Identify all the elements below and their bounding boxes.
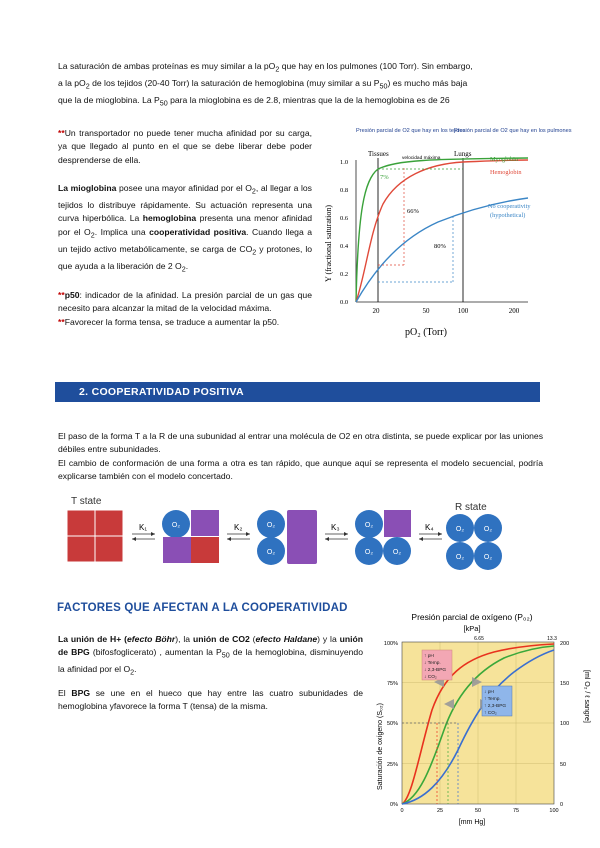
k1-equilibrium [132,523,155,541]
svg-text:O₂: O₂ [171,522,181,529]
chart1-xtick: 20 [372,307,380,315]
chart2-pct-tick: 75% [386,681,398,687]
t-subunit [163,537,191,563]
svg-text:O₂: O₂ [364,549,374,556]
p50-paragraph: **p50: indicador de la afinidad. La presión parcial de un gas que necesito para alcanzar la mitad de la velocidad máxima. **Favorecer la forma tensa, se traduce a aumentar la p50. [58,290,312,327]
chart1-legend-nocoop-2: (hypothetical) [490,212,526,219]
chart1-label-tissues-o2: Presión parcial de O2 que hay en los tejidos [356,128,466,134]
chart1-legend-nocoop: No cooperativity [488,203,531,210]
svg-text:↑ Temp.: ↑ Temp. [484,697,501,702]
t-subunit [287,510,317,564]
chart1-ylabel: Y (fractional saturation) [324,204,333,282]
chart2-pct-tick: 100% [383,641,398,647]
chart2-ylabel: Saturación de oxígeno (S₀₂) [377,703,384,790]
chart2-xlabel: [mm Hg] [458,819,486,826]
mioglobina-paragraph: La mioglobina posee una mayor afinidad por el $O_2$, al llegar a los tejidos lo distribuye rápidamente. Su actuación representa una curva hiperbólica. La hemoglobina presenta una menor afinidad por el $O_2$. Implica una cooperatividad positiva. Cuando llega a un tejido activo metabólicamente, se carga de $CO_2$ y protones, lo que ayuda a la liberación de 2 $O_2$. [58,183,313,274]
chart2-pct-ticks [384,641,398,808]
chart2-kpa-tick: 6.65 [474,636,484,642]
intro-line-1: La saturación de ambas proteínas es muy similar a la $pO_2$ que hay en los pulmones (100 Torr). Sin embargo, [58,61,473,74]
chart1-label-lungs: Lungs [454,150,472,158]
chart1-label-lungs-o2: Presión parcial de O2 que hay en los pulmones [454,128,572,134]
svg-text:O₂: O₂ [266,549,276,556]
intro-paragraph [58,60,543,111]
chart2-x-tick: 100 [549,808,559,814]
chart2-title: Presión parcial de oxígeno (P₀₂) [411,612,533,622]
t-state-tetramer [67,510,123,562]
t-subunit [191,537,219,563]
chart2-right-tick: 0 [560,802,564,808]
chart1-legend-myoglobin: Myoglobin [490,156,518,163]
chart1-xtick: 100 [457,307,469,315]
t-subunit [95,536,123,562]
k2-label: K₂ [234,523,243,532]
chart2-right-label: [ml O₂ / ℓ sangre] [583,670,590,723]
factores-title: FACTORES QUE AFECTAN A LA COOPERATIVIDAD [57,602,348,614]
svg-text:↑ pH: ↑ pH [424,654,434,659]
k1-label: K₁ [139,523,148,532]
chart2-right-tick: 100 [560,721,570,727]
chart2-kpa: [kPa] [463,624,481,633]
chart2-pct-tick: 50% [386,721,398,727]
chart2-x-tick: 50 [474,808,482,814]
svg-text:O₂: O₂ [392,549,402,556]
chart2-pct-tick: 25% [386,762,398,768]
chart1-ytick: 0.0 [340,299,349,306]
r-state-label: R state [455,502,487,513]
chart1-ytick: 0.8 [340,187,349,194]
stage-1-tetramer [162,510,219,563]
chart2-right-tick: 200 [560,641,570,647]
chart2-pct-tick: 0% [390,802,398,808]
t-state-label: T state [71,496,102,507]
t-subunit [95,510,123,536]
chart1-label-7pct: 7% [380,174,389,181]
chart1-xtick: 200 [508,307,520,315]
chart1-label-80pct: 80% [434,243,446,250]
svg-text:O₂: O₂ [483,554,493,561]
svg-text:↓ pH: ↓ pH [484,690,494,695]
chart1-y-ticks [340,159,349,306]
k4-equilibrium [419,523,442,541]
svg-text:O₂: O₂ [364,522,374,529]
k3-label: K₃ [331,523,340,532]
chart2-right-tick: 150 [560,681,570,687]
chart1-hemoglobin-curve [356,160,528,302]
t-subunit [67,536,95,562]
chart1-xtick: 50 [422,307,430,315]
chart2-x-tick: 75 [512,808,520,814]
svg-text:↓ 2,3-BPG: ↓ 2,3-BPG [424,668,447,673]
svg-text:O₂: O₂ [455,554,465,561]
chart1-label-vmax: velocidad máxima [402,156,441,161]
chart2-x-ticks [400,808,558,814]
oxygen-dissociation-chart [364,610,594,832]
t-r-states-diagram [55,490,545,575]
chart1-ytick: 0.6 [340,215,349,222]
saturation-chart [318,122,572,347]
k4-label: K₄ [425,523,434,532]
chart1-x-ticks [373,307,520,315]
chart1-ytick: 0.2 [340,271,349,278]
section-title-cooperatividad: 2. COOPERATIVIDAD POSITIVA [55,382,540,402]
svg-text:↑ 2,3-BPG: ↑ 2,3-BPG [484,704,507,709]
coop-paragraph: El paso de la forma T a la R de una subunidad al entrar una molécula de O2 en otra distinta, se puede explicar por las uniones débiles entre subunidades. El cambio de conformación de una forma a otra es tan rápido, que aunque aquí se representa el modelo secuencial, podría explicarse también con el modelo concertado. [58,431,543,481]
chart2-x-tick: 25 [436,808,444,814]
t-subunit [67,510,95,536]
stage-2-tetramer [257,510,317,565]
chart2-x-tick: 0 [400,808,404,814]
chart1-ytick: 0.4 [340,243,349,250]
note-transportador: **Un transportador no puede tener mucha afinidad por su carga, ya que llegado al punto en el que se debe liberar debe poder desprenderse de ella. [58,128,312,165]
chart1-xlabel: pO₂ (Torr) [405,327,447,338]
factores-paragraph-2: El BPG se une en el hueco que hay entre las cuatro subunidades de hemoglobina yfavorece la forma T (tensa) de la misma. [58,688,363,712]
svg-text:↓ Temp.: ↓ Temp. [424,661,441,666]
chart1-legend-hemoglobin: Hemoglobin [490,169,522,176]
chart2-right-ticks [560,641,569,808]
chart1-ytick: 1.0 [340,159,349,166]
stage-3-tetramer [355,510,411,565]
chart1-label-66pct: 66% [407,208,419,215]
chart1-label-tissues: Tissues [368,150,389,158]
chart2-kpa-tick: 13.3 [547,636,557,642]
k2-equilibrium [227,523,250,541]
k3-equilibrium [325,523,348,541]
svg-text:↑ CO₂: ↑ CO₂ [484,711,497,716]
t-subunit [191,510,219,536]
r-state-tetramer [446,514,502,570]
intro-line-2: a la $pO_2$ de los tejidos (20-40 Torr) la saturación de hemoglobina (muy similar a su $P_{50}$) es mucho más baja [58,78,468,91]
svg-text:O₂: O₂ [483,526,493,533]
svg-text:O₂: O₂ [266,522,276,529]
svg-text:O₂: O₂ [455,526,465,533]
factores-paragraph-1: La unión de H+ (efecto Böhr), la unión de CO2 (efecto Haldane) y la unión de BPG (bifosfoglicerato) , aumentan la $P_{50}$ de la hemoglobina, disminuyendo la afinidad por el $O_2$. [58,634,363,678]
chart2-right-tick: 50 [560,762,567,768]
intro-line-3: que la de mioglobina. La $P_{50}$ para la mioglobina es de 2.8, mientras que la de la hemoglobina es de 26 [58,95,450,108]
t-subunit [384,510,411,537]
svg-text:↓ CO₂: ↓ CO₂ [424,675,437,680]
